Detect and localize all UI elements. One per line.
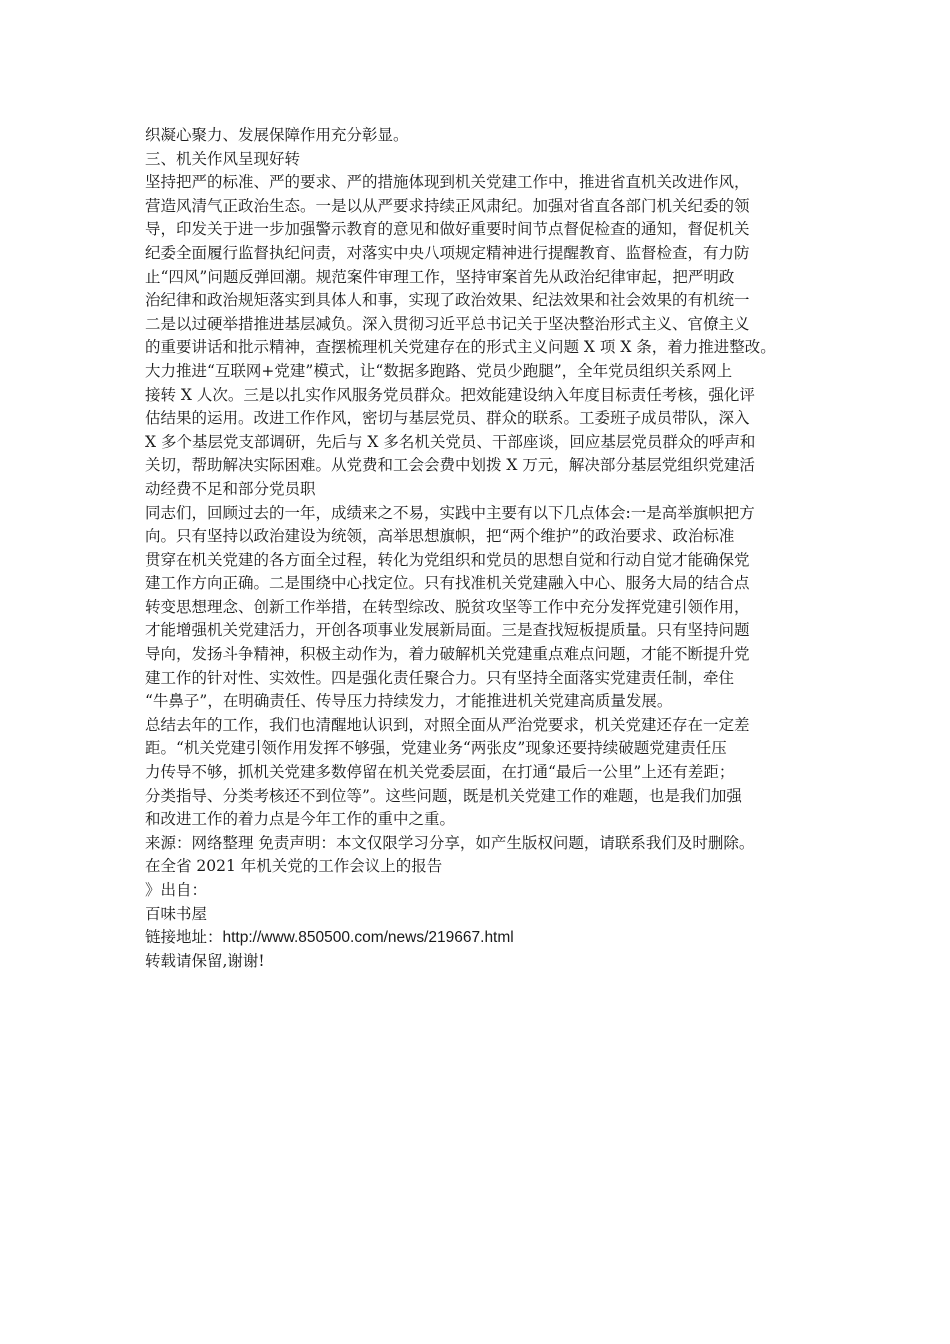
site-name: 百味书屋 xyxy=(145,904,208,923)
paragraph-line: 大力推进“互联网+党建”模式，让“数据多跑路、党员少跑腿”，全年党员组织关系网上 xyxy=(145,361,733,380)
repost-notice: 转载请保留,谢谢! xyxy=(145,951,265,970)
paragraph-line: 转变思想理念、创新工作举措，在转型综改、脱贫攻坚等工作中充分发挥党建引领作用， xyxy=(145,597,750,616)
paragraph-shortcomings xyxy=(145,714,825,832)
paragraph-line: 导向，发扬斗争精神，积极主动作为，着力破解机关党建重点难点问题，才能不断提升党 xyxy=(145,645,750,664)
source-disclaimer: 来源：网络整理 免责声明：本文仅限学习分享，如产生版权问题，请联系我们及时删除。 xyxy=(145,833,755,852)
paragraph-experience xyxy=(145,502,825,714)
paragraph-line: 向。只有坚持以政治建设为统领，高举思想旗帜，把“两个维护”的政治要求、政治标准 xyxy=(145,527,735,546)
paragraph-line: 才能增强机关党建活力，开创各项事业发展新局面。三是查找短板提质量。只有坚持问题 xyxy=(145,621,750,640)
paragraph-line: 分类指导、分类考核还不到位等”。这些问题，既是机关党建工作的难题，也是我们加强 xyxy=(145,786,742,805)
intro-line: 织凝心聚力、发展保障作用充分彰显。 xyxy=(145,126,409,144)
paragraph-line: 力传导不够，抓机关党建多数停留在机关党委层面，在打通“最后一公里”上还有差距； xyxy=(145,763,735,782)
paragraph-line: 总结去年的工作，我们也清醒地认识到，对照全面从严治党要求，机关党建还存在一定差 xyxy=(145,715,750,734)
paragraph-line: 估结果的运用。改进工作作风，密切与基层党员、群众的联系。工委班子成员带队，深入 xyxy=(145,409,750,428)
paragraph-line: 贯穿在机关党建的各方面全过程，转化为党组织和党员的思想自觉和行动自觉才能确保党 xyxy=(145,550,750,569)
paragraph-line: 导，印发关于进一步加强警示教育的意见和做好重要时间节点督促检查的通知，督促机关 xyxy=(145,220,750,239)
paragraph-line: 关切，帮助解决实际困难。从党费和工会会费中划拨 X 万元，解决部分基层党组织党建活 xyxy=(145,456,755,475)
section-heading: 三、机关作风呈现好转 xyxy=(145,149,301,168)
report-title: 在全省 2021 年机关党的工作会议上的报告 xyxy=(145,857,443,876)
paragraph-line: “牛鼻子”，在明确责任、传导压力持续发力，才能推进机关党建高质量发展。 xyxy=(145,692,673,711)
paragraph-line: X 多个基层党支部调研，先后与 X 多名机关党员、干部座谈，回应基层党员群众的呼声和 xyxy=(145,432,756,451)
paragraph-line: 二是以过硬举措推进基层减负。深入贯彻习近平总书记关于坚决整治形式主义、官僚主义 xyxy=(145,314,750,333)
from-label: 》出自： xyxy=(145,881,208,899)
document-body xyxy=(145,124,825,973)
paragraph-line: 纪委全面履行监督执纪问责，对落实中央八项规定精神进行提醒教育、监督检查，有力防 xyxy=(145,243,750,262)
paragraph-line: 动经费不足和部分党员职 xyxy=(145,479,316,498)
paragraph-line: 接转 X 人次。三是以扎实作风服务党员群众。把效能建设纳入年度目标责任考核，强化评 xyxy=(145,385,755,404)
paragraph-line: 营造风清气正政治生态。一是以从严要求持续正风肃纪。加强对省直各部门机关纪委的领 xyxy=(145,196,750,215)
paragraph-line: 止“四风”问题反弹回潮。规范案件审理工作，坚持审案首先从政治纪律审起，把严明政 xyxy=(145,267,735,286)
paragraph-line: 和改进工作的着力点是今年工作的重中之重。 xyxy=(145,810,456,829)
paragraph-line: 坚持把严的标准、严的要求、严的措施体现到机关党建工作中，推进省直机关改进作风， xyxy=(145,173,750,192)
paragraph-line: 同志们，回顾过去的一年，成绩来之不易，实践中主要有以下几点体会:一是高举旗帜把方 xyxy=(145,503,755,522)
paragraph-line: 建工作方向正确。二是围绕中心找定位。只有找准机关党建融入中心、服务大局的结合点 xyxy=(145,574,750,593)
paragraph-line: 建工作的针对性、实效性。四是强化责任聚合力。只有坚持全面落实党建责任制，牵住 xyxy=(145,668,735,687)
paragraph-conduct xyxy=(145,171,825,501)
paragraph-line: 的重要讲话和批示精神，查摆梳理机关党建存在的形式主义问题 X 项 X 条，着力推进整改。 xyxy=(145,338,776,357)
paragraph-line: 距。“机关党建引领作用发挥不够强，党建业务“两张皮”现象还要持续破题党建责任压 xyxy=(145,739,727,758)
paragraph-line: 治纪律和政治规矩落实到具体人和事，实现了政治效果、纪法效果和社会效果的有机统一 xyxy=(145,291,750,310)
source-link[interactable]: 链接地址：http://www.850500.com/news/219667.html xyxy=(145,929,514,947)
